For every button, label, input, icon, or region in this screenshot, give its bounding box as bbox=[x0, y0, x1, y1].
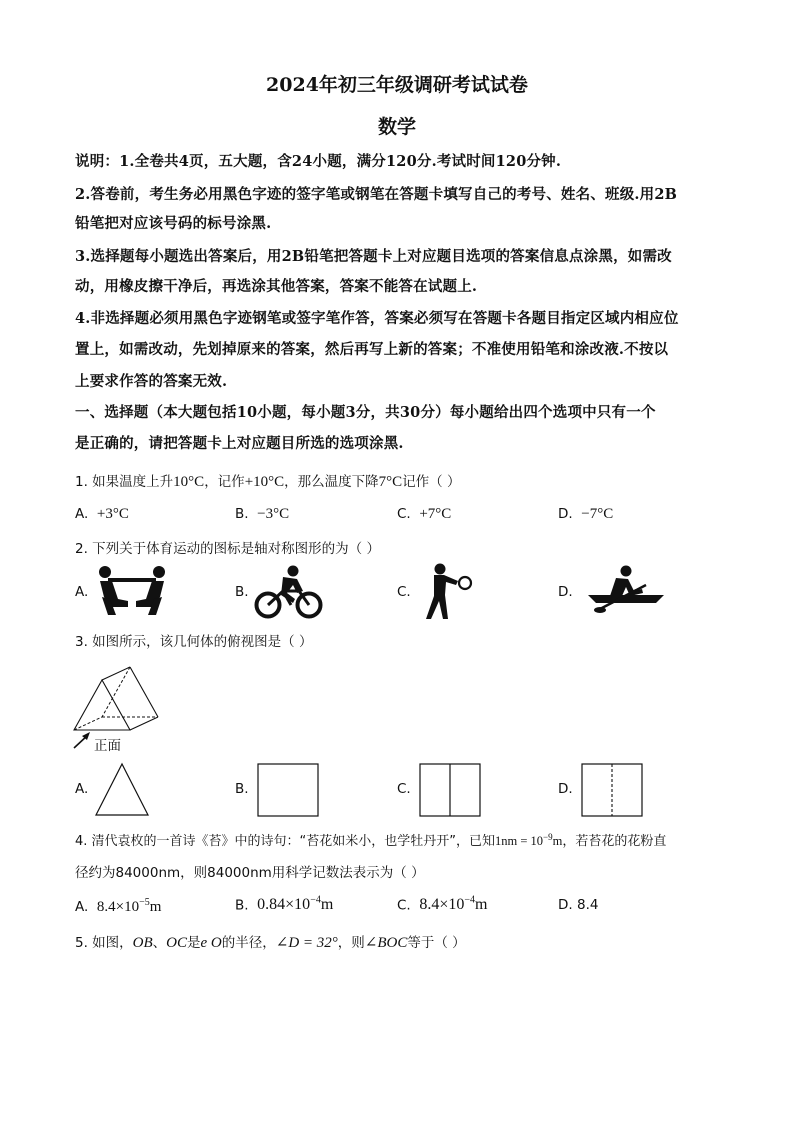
q5-text-1: 5. 如图， bbox=[75, 935, 133, 951]
option-base: 8.4×10 bbox=[96, 899, 140, 915]
q2-option-b-label[interactable]: B. bbox=[235, 584, 249, 600]
q5-math-3: e O bbox=[200, 935, 222, 951]
section1-heading-line-1: 一、选择题（本大题包括10小题，每小题3分，共30分）每小题给出四个选项中只有一个 bbox=[75, 404, 656, 421]
q3-option-b-label[interactable]: B. bbox=[235, 781, 249, 797]
option-label: D. bbox=[558, 506, 573, 522]
question-2-stem: 2. 下列关于体育运动的图标是轴对称图形的为（ ） bbox=[75, 541, 380, 557]
q4-fact-base: 1nm = 10 bbox=[495, 834, 544, 848]
option-value bbox=[97, 899, 162, 915]
q1-text-3: ，那么温度下降 bbox=[284, 474, 379, 490]
instruction-line-6: 4.非选择题必须用黑色字迹钢笔或签字笔作答，答案必须写在答题卡各题目指定区域内相应位 bbox=[75, 310, 679, 327]
q1-option-c[interactable] bbox=[397, 506, 451, 523]
instruction-line-5: 动，用橡皮擦干净后，再选涂其他答案，答案不能答在试题上. bbox=[75, 278, 478, 295]
q2-option-c-label[interactable]: C. bbox=[397, 584, 411, 600]
q1-option-a[interactable] bbox=[75, 506, 129, 523]
option-value: +3°C bbox=[96, 506, 129, 522]
q1-math-3: 7°C bbox=[378, 474, 403, 490]
option-value bbox=[419, 896, 487, 913]
question-3-stem: 3. 如图所示，该几何体的俯视图是（ ） bbox=[75, 634, 313, 650]
q4-option-b[interactable] bbox=[235, 895, 333, 914]
rectangle-option bbox=[257, 763, 319, 817]
q2-option-d-label[interactable]: D. bbox=[558, 584, 573, 600]
option-label: A. bbox=[75, 899, 89, 915]
tug-of-war-icon bbox=[94, 565, 170, 617]
q1-option-b[interactable] bbox=[235, 506, 289, 523]
q3-option-d-label[interactable]: D. bbox=[558, 781, 573, 797]
option-value: −3°C bbox=[257, 506, 290, 522]
q1-math-2: +10°C bbox=[244, 474, 285, 490]
option-label: B. bbox=[235, 506, 249, 522]
q5-math-5: ∠BOC bbox=[364, 935, 408, 951]
option-label: A. bbox=[75, 506, 89, 522]
rowing-icon bbox=[582, 565, 668, 617]
q4-text-2: ，若苔花的花粉直 bbox=[562, 834, 667, 849]
question-5-stem bbox=[75, 931, 466, 952]
section1-heading-line-2: 是正确的，请把答题卡上对应题目所选的选项涂黑. bbox=[75, 435, 404, 452]
cycling-icon bbox=[253, 565, 325, 619]
option-label: C. bbox=[397, 897, 411, 914]
option-base: 8.4 bbox=[576, 897, 599, 913]
option-label: C. bbox=[397, 506, 411, 522]
q1-text-2: ，记作 bbox=[204, 474, 245, 490]
q2-option-a-label[interactable]: A. bbox=[75, 584, 89, 600]
question-4-stem-line-1 bbox=[75, 830, 666, 849]
q5-math-4: ∠D = 32° bbox=[275, 935, 338, 951]
instruction-line-3: 铅笔把对应该号码的标号涂黑. bbox=[75, 215, 272, 232]
instruction-line-8: 上要求作答的答案无效. bbox=[75, 373, 228, 390]
q1-text-4: 记作（ ） bbox=[402, 474, 461, 490]
q4-option-d[interactable] bbox=[558, 897, 598, 913]
q5-math-2: OC bbox=[166, 935, 188, 951]
q5-text-5: ，则 bbox=[337, 935, 365, 951]
rectangle-dashed-line-option bbox=[581, 763, 643, 817]
q3-option-c-label[interactable]: C. bbox=[397, 781, 411, 797]
q5-math-1: OB bbox=[132, 935, 153, 951]
instruction-line-4: 3.选择题每小题选出答案后，用2B铅笔把答题卡上对应题目选项的答案信息点涂黑，如需改 bbox=[75, 248, 672, 265]
q5-text-6: 等于（ ） bbox=[407, 935, 466, 951]
option-exponent: −5 bbox=[139, 897, 150, 908]
option-label: B. bbox=[235, 897, 249, 914]
equilateral-triangle-option bbox=[93, 762, 151, 818]
q1-option-d[interactable] bbox=[558, 506, 613, 523]
q1-math-1: 10°C bbox=[173, 474, 205, 490]
option-unit: m bbox=[320, 896, 334, 914]
q4-fact-unit: m bbox=[552, 834, 563, 848]
option-unit: m bbox=[149, 899, 162, 915]
q4-option-c[interactable] bbox=[397, 895, 487, 914]
option-base: 8.4×10 bbox=[419, 896, 465, 914]
option-label: D. bbox=[558, 897, 573, 913]
subject-title: 数学 bbox=[377, 116, 416, 138]
option-exponent: −4 bbox=[310, 895, 321, 906]
option-base: 0.84×10 bbox=[257, 896, 311, 914]
exam-title: 2024年初三年级调研考试试卷 bbox=[266, 74, 528, 96]
rectangle-solid-line-option bbox=[419, 763, 481, 817]
q5-text-4: 的半径， bbox=[221, 935, 276, 951]
q5-text-3: 是 bbox=[187, 935, 201, 951]
volleyball-icon bbox=[418, 563, 474, 621]
instruction-line-7: 置上，如需改动，先划掉原来的答案，然后再写上新的答案；不准使用铅笔和涂改液.不按以 bbox=[75, 341, 669, 358]
q4-fact-exponent: −9 bbox=[543, 831, 553, 842]
q4-text-1: 4. 清代袁枚的一首诗《苔》中的诗句：“苔花如米小，也学牡丹开”，已知 bbox=[75, 834, 496, 849]
instruction-line-1: 说明：1.全卷共4页，五大题，含24小题，满分120分.考试时间120分钟. bbox=[75, 153, 562, 170]
option-value bbox=[257, 896, 333, 913]
q5-text-2: 、 bbox=[152, 935, 167, 951]
q3-option-a-label[interactable]: A. bbox=[75, 781, 89, 797]
option-value: +7°C bbox=[419, 506, 452, 522]
option-exponent: −4 bbox=[464, 895, 475, 906]
q1-text-1: 1. 如果温度上升 bbox=[75, 474, 174, 490]
q4-option-a[interactable] bbox=[75, 897, 161, 916]
instruction-line-2: 2.答卷前，考生务必用黑色字迹的签字笔或钢笔在答题卡填写自己的考号、姓名、班级.用2B bbox=[75, 186, 678, 203]
q4-fact bbox=[495, 831, 563, 848]
question-1-stem bbox=[75, 470, 460, 491]
option-unit: m bbox=[474, 896, 488, 914]
front-view-label: 正面 bbox=[94, 738, 121, 754]
option-value: −7°C bbox=[581, 506, 614, 522]
question-4-stem-line-2: 径约为84000nm，则84000nm用科学记数法表示为（ ） bbox=[75, 865, 425, 881]
